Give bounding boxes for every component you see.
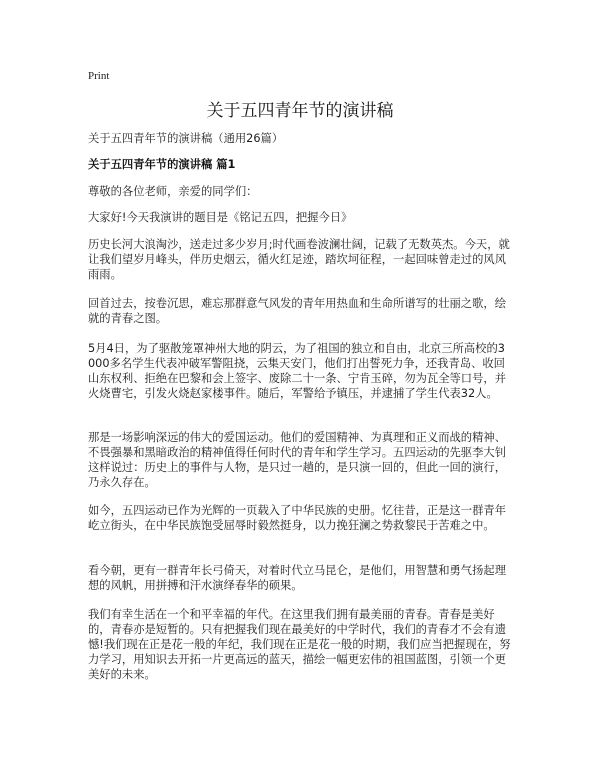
paragraph-movement: 那是一场影响深远的伟大的爱国运动。他们的爱国精神、为真理和正义而战的精神、不畏强暴和黑暗政治的精神值得任何时代的青年和学生学习。五四运动的先驱李大钊这样说过：历史上的事件与人物，是只过一趟的，是只演一回的，但此一回的演行，乃永久存在。	[88, 431, 506, 489]
paragraph-today: 如今，五四运动已作为光辉的一页载入了中华民族的史册。忆往昔，正是这一群青年屹立街头，在中华民族饱受屈辱时毅然挺身，以力挽狂澜之势救黎民于苦难之中。	[88, 504, 506, 532]
document-subtitle: 关于五四青年节的演讲稿（通用26篇）	[88, 132, 284, 145]
paragraph-greeting: 尊敬的各位老师，亲爱的同学们：	[88, 185, 258, 198]
paragraph-now: 看今朝，更有一群青年长弓倚天，对着时代立马昆仑，是他们，用智慧和勇气扬起理想的风帆，用拼搏和汗水演绎春华的硕果。	[88, 564, 506, 592]
print-link[interactable]: Print	[88, 70, 110, 82]
section-heading: 关于五四青年节的演讲稿 篇1	[88, 158, 236, 171]
paragraph-intro: 大家好!今天我演讲的题目是《铭记五四，把握今日》	[88, 211, 353, 224]
paragraph-recall: 回首过去，按卷沉思，难忘那群意气风发的青年用热血和生命所谱写的壮丽之歌，绘就的青春之图。	[88, 297, 506, 325]
paragraph-may-fourth: 5月4日，为了驱散笼罩神州大地的阴云，为了祖国的独立和自由，北京三所高校的3000多名学生代表冲破军警阻挠，云集天安门，他们打出誓死力争，还我青岛、收回山东权利、拒绝在巴黎和会上签字、废除二十一条、宁肯玉碎，勿为瓦全等口号，并火烧曹宅，引发火烧赵家楼事件。随后，军警给予镇压，并逮捕了学生代表32人。	[88, 342, 506, 400]
paragraph-history: 历史长河大浪淘沙，送走过多少岁月;时代画卷波澜壮阔，记载了无数英杰。今天，就让我们望岁月峰头，伴历史烟云，循火红足迹，踏坎坷征程，一起回味曾走过的风风雨雨。	[88, 238, 510, 281]
paragraph-youth: 我们有幸生活在一个和平幸福的年代。在这里我们拥有最美丽的青春。青春是美好的，青春亦是短暂的。只有把握我们现在最美好的中学时代，我们的青春才不会有遗憾!我们现在正是花一般的年纪，我们现在正是花一般的时期，我们应当把握现在，努力学习，用知识去开拓一片更高远的蓝天，描绘一幅更宏伟的祖国蓝图，引领一个更美好的未来。	[88, 608, 511, 681]
document-title: 关于五四青年节的演讲稿	[206, 101, 394, 121]
